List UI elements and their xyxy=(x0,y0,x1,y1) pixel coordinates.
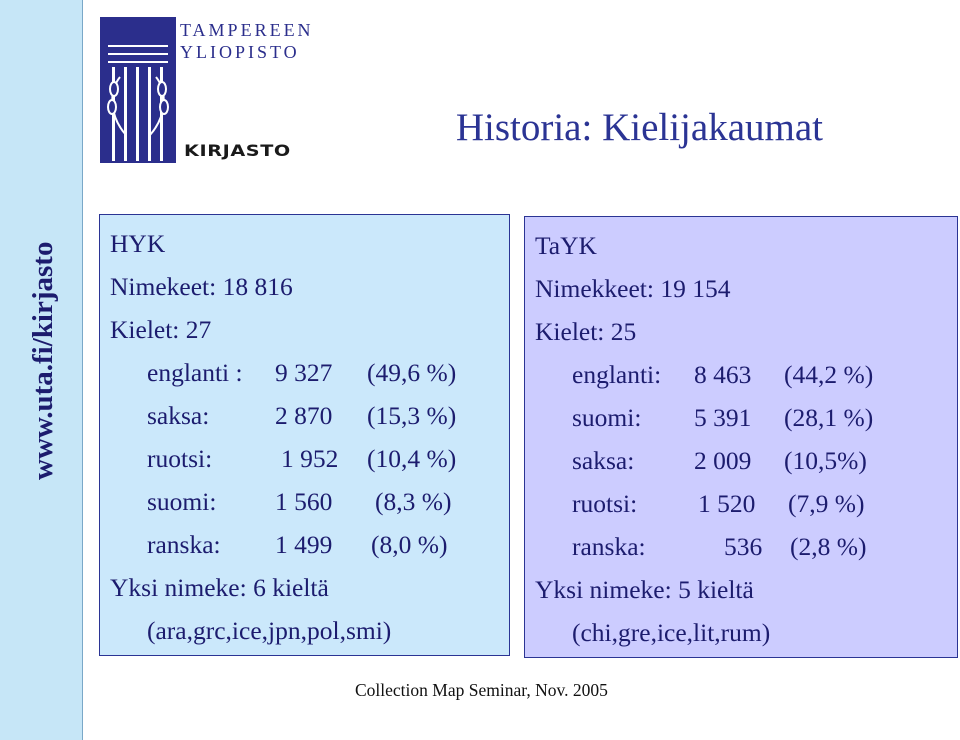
language-value: 1 952 xyxy=(281,444,339,473)
language-percent: (2,8 %) xyxy=(790,532,867,561)
language-label: englanti : xyxy=(147,358,243,387)
tayk-panel xyxy=(524,216,958,658)
language-percent: (10,5%) xyxy=(784,446,867,475)
language-percent: (15,3 %) xyxy=(367,401,457,430)
language-row xyxy=(572,482,947,525)
language-value: 2 870 xyxy=(275,401,333,430)
language-row xyxy=(572,353,947,396)
language-label: ranska: xyxy=(147,530,221,559)
logo-wordmark xyxy=(180,19,314,63)
language-value: 2 009 xyxy=(694,446,752,475)
language-value: 8 463 xyxy=(694,360,752,389)
language-percent: (44,2 %) xyxy=(784,360,874,389)
sidebar-url[interactable]: www.uta.fi/kirjasto xyxy=(27,241,59,480)
logo-subtitle: KIRJASTO xyxy=(184,141,291,160)
language-percent: (8,3 %) xyxy=(375,487,452,516)
title-count: Nimekkeet: 19 154 xyxy=(535,274,731,303)
sidebar xyxy=(0,0,83,740)
language-row xyxy=(147,523,499,566)
page-title: Historia: Kielijakaumat xyxy=(455,106,823,149)
language-value: 1 520 xyxy=(698,489,756,518)
language-value: 1 499 xyxy=(275,530,333,559)
language-row xyxy=(572,396,947,439)
laurel-column-icon xyxy=(100,17,176,163)
language-value: 5 391 xyxy=(694,403,752,432)
language-count: Kielet: 27 xyxy=(110,315,212,344)
language-row xyxy=(147,351,499,394)
footer-text: Collection Map Seminar, Nov. 2005 xyxy=(355,680,608,700)
title-count: Nimekeet: 18 816 xyxy=(110,272,293,301)
language-label: ruotsi: xyxy=(572,489,638,518)
logo-emblem xyxy=(100,17,176,163)
library-name: TaYK xyxy=(535,231,597,260)
language-row xyxy=(147,480,499,523)
language-label: saksa: xyxy=(147,401,210,430)
language-percent: (49,6 %) xyxy=(367,358,457,387)
language-label: ranska: xyxy=(572,532,646,561)
language-label: englanti: xyxy=(572,360,662,389)
library-name: HYK xyxy=(110,229,166,258)
logo-line-2: YLIOPISTO xyxy=(180,42,300,62)
language-label: saksa: xyxy=(572,446,635,475)
language-label: suomi: xyxy=(572,403,642,432)
language-row xyxy=(147,394,499,437)
language-percent: (10,4 %) xyxy=(367,444,457,473)
single-title-language-codes: (ara,grc,ice,jpn,pol,smi) xyxy=(147,616,392,645)
single-title-languages: Yksi nimeke: 5 kieltä xyxy=(535,575,754,604)
language-row xyxy=(147,437,499,480)
language-percent: (8,0 %) xyxy=(371,530,448,559)
language-count: Kielet: 25 xyxy=(535,317,637,346)
language-label: suomi: xyxy=(147,487,217,516)
logo-line-1: TAMPEREEN xyxy=(180,20,314,40)
hyk-panel xyxy=(99,214,510,656)
single-title-language-codes: (chi,gre,ice,lit,rum) xyxy=(572,618,771,647)
language-row xyxy=(572,439,947,482)
language-label: ruotsi: xyxy=(147,444,213,473)
language-value: 536 xyxy=(724,532,763,561)
single-title-languages: Yksi nimeke: 6 kieltä xyxy=(110,573,329,602)
language-percent: (7,9 %) xyxy=(788,489,865,518)
language-value: 1 560 xyxy=(275,487,333,516)
language-value: 9 327 xyxy=(275,358,333,387)
university-logo xyxy=(100,17,340,165)
language-percent: (28,1 %) xyxy=(784,403,874,432)
language-row xyxy=(572,525,947,568)
